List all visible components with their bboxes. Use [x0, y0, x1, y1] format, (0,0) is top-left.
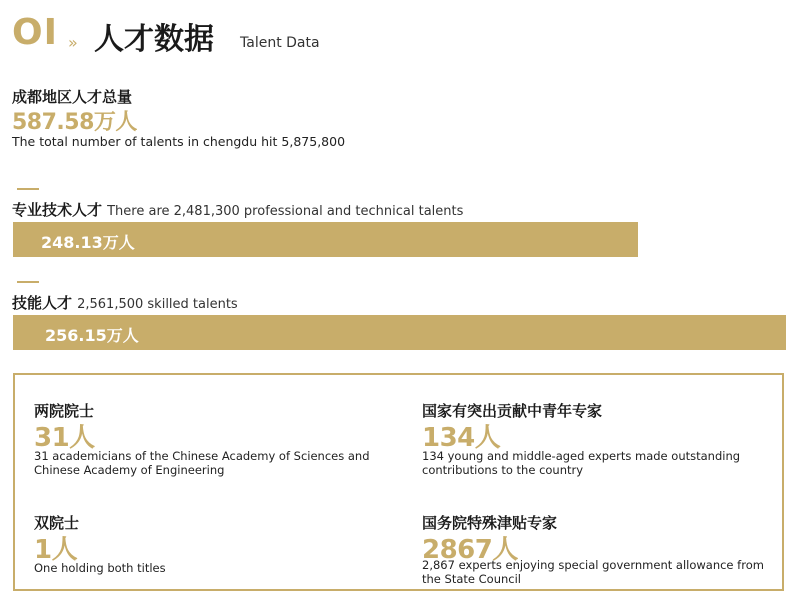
professional-label: 专业技术人才 [12, 201, 103, 219]
stat-label: 双院士 [34, 514, 80, 532]
section-subtitle: Talent Data [240, 35, 320, 51]
stat-description-line: One holding both titles [34, 561, 166, 575]
stat-value: 134人 [422, 423, 501, 453]
professional-heading [12, 199, 463, 220]
stat-value: 2867人 [422, 535, 518, 565]
section-title: 人才数据 [94, 22, 214, 57]
stat-label: 国务院特殊津贴专家 [422, 514, 558, 532]
total-value: 587.58万人 [12, 110, 137, 135]
professional-value: 248.13万人 [41, 233, 135, 252]
stat-description-line: 2,867 experts enjoying special government allowance from [422, 558, 764, 572]
stat-label: 国家有突出贡献中青年专家 [422, 402, 603, 420]
skilled-label-en: 2,561,500 skilled talents [77, 297, 238, 312]
stat-description [34, 449, 394, 477]
skilled-value: 256.15万人 [45, 326, 139, 345]
stat-description [34, 561, 394, 575]
total-description: The total number of talents in chengdu hit 5,875,800 [12, 134, 346, 149]
skilled-label: 技能人才 [12, 294, 73, 312]
stat-description-line: 31 academicians of the Chinese Academy of Sciences and [34, 449, 370, 463]
skilled-heading [12, 292, 238, 313]
stat-value: 1人 [34, 535, 78, 565]
total-label: 成都地区人才总量 [12, 88, 133, 106]
double-chevron-icon: » [68, 33, 78, 52]
stat-description-line: the State Council [422, 572, 521, 586]
section-number: OI [12, 12, 58, 53]
stat-value: 31人 [34, 423, 95, 453]
stat-label: 两院院士 [34, 402, 95, 420]
stats-panel [13, 373, 784, 591]
stat-description-line: contributions to the country [422, 463, 584, 477]
stat-description [422, 558, 777, 586]
stat-description [422, 449, 777, 477]
skilled-bar [13, 315, 786, 350]
professional-label-en: There are 2,481,300 professional and technical talents [107, 204, 464, 219]
stat-description-line: Chinese Academy of Engineering [34, 463, 225, 477]
professional-bar [13, 222, 638, 257]
accent-dash [17, 188, 39, 190]
stat-description-line: 134 young and middle-aged experts made outstanding [422, 449, 741, 463]
accent-dash [17, 281, 39, 283]
